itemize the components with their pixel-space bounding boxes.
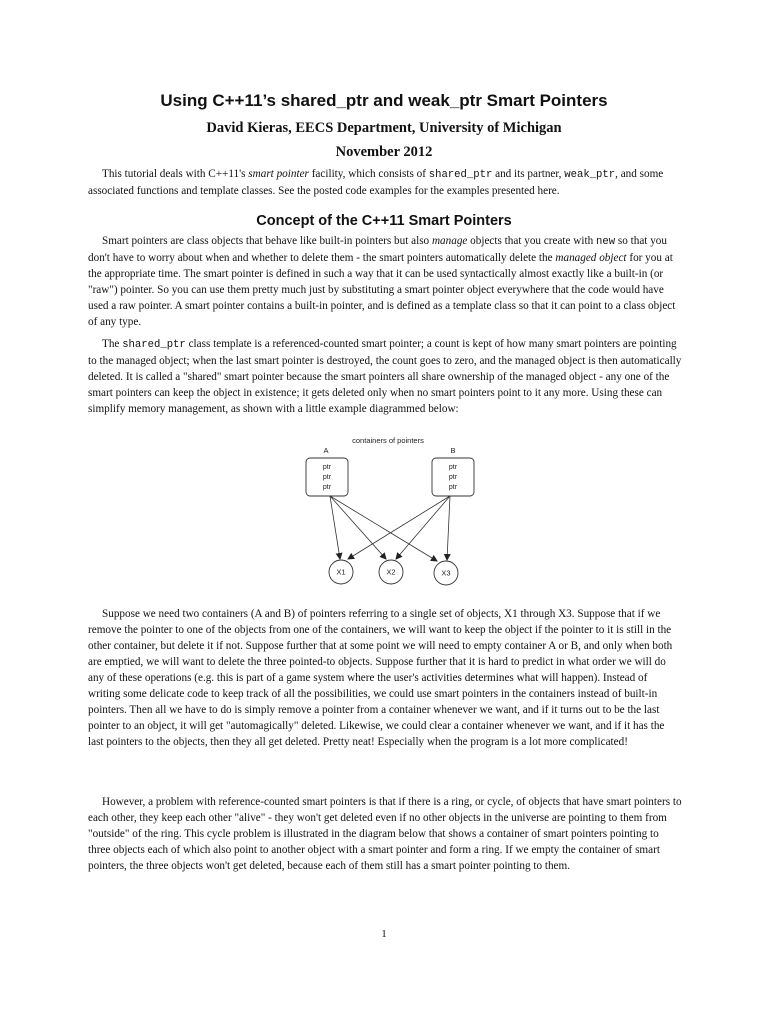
intro-text: and its partner,: [492, 168, 565, 180]
container-b-ptr: ptr: [448, 464, 458, 471]
paragraph-shared-ptr: [88, 336, 682, 417]
paragraph-emphasis: managed object: [555, 252, 627, 264]
intro-text: , and some associated functions and template classes. See the posted code examples for the examples presented here.: [88, 168, 664, 197]
code-weak-ptr: weak_ptr: [564, 169, 616, 181]
object-x1-label: X1: [336, 567, 346, 577]
paragraph-containers-example: [88, 606, 682, 750]
paragraph-text: class template is a referenced-counted smart pointer; a count is kept of how many smart pointers are pointing to the managed object; when the last smart pointer is destroyed, the count goes to zero, and the managed object is then automatically deleted. It is called a "shared" smart pointer because the smart pointers all share ownership of the managed object - any one of the smart pointers can keep the object in existence; it gets deleted only when no smart pointers point to it any more. Using these can simplify memory management, as shown with a little example diagrammed below:: [88, 338, 682, 415]
document-title: Using C++11’s shared_ptr and weak_ptr Smart Pointers: [160, 91, 608, 110]
paragraph-text: The: [102, 338, 123, 350]
paragraph-cycle-problem: [88, 794, 682, 874]
intro-emphasis: smart pointer: [248, 168, 309, 180]
author-line: David Kieras, EECS Department, University of Michigan: [206, 120, 562, 136]
code-shared-ptr: shared_ptr: [122, 339, 186, 351]
paragraph-smart-pointers: [88, 233, 682, 330]
intro-paragraph: [88, 166, 682, 199]
paragraph-text: Smart pointers are class objects that behave like built-in pointers but also: [102, 235, 432, 247]
pointer-arrow: [348, 496, 450, 559]
intro-text: facility, which consists of: [308, 168, 429, 180]
containers-diagram: [300, 433, 490, 593]
paragraph-emphasis: manage: [431, 235, 468, 247]
paragraph-text: so that you don't have to worry about when and whether to delete them - the smart pointers automatically delete the: [88, 235, 667, 264]
container-b-ptr: ptr: [448, 474, 458, 481]
object-x2-label: X2: [386, 567, 396, 577]
paragraph-text: objects that you create with: [467, 235, 596, 247]
paragraph-text: However, a problem with reference-counted smart pointers is that if there is a ring, or cycle, of objects that have smart pointers to each other, they keep each other "alive" - they won't get deleted even if no other objects in the universe are pointing to them from "outside" of the ring. This cycle problem is illustrated in the diagram below that shows a container of smart pointers pointing to three objects each of which also point to another object with a smart pointer and form a ring. If we empty the container of smart pointers, the three objects won't get deleted, because each of them still has a smart pointer pointing to them.: [88, 796, 682, 872]
container-b-label: B: [450, 446, 456, 455]
section-heading: Concept of the C++11 Smart Pointers: [256, 213, 512, 229]
code-shared-ptr: shared_ptr: [428, 169, 493, 181]
date-line: November 2012: [335, 144, 433, 160]
paragraph-text: Suppose we need two containers (A and B) of pointers referring to a single set of objects, X1 through X3. Suppose that if we remove the pointer to one of the objects from one of the containers, we will want to keep the object if the pointer to it is still in the other container, but delete it if not. Suppose further that at some point we will need to empty container A or B, and only when both are emptied, we will want to delete the three pointed-to objects. Suppose further that it is hard to predict in what order we will do any of these operations (e.g. this is part of a game system where the user's activities determines what will happen). Instead of writing some delicate code to keep track of all the possibilities, we could use smart pointers in the containers instead of built-in pointers. Then all we have to do is simply remove a pointer from a container whenever we want, and if it turns out to be the last pointer to an object, it will get "automagically" deleted. Likewise, we could clear a container whenever we want, and if it has the last pointers to the objects, then they all get deleted. Pretty neat! Especially when the program is a lot more complicated!: [88, 608, 673, 748]
container-b-ptr: ptr: [448, 484, 458, 491]
container-a-ptr: ptr: [322, 464, 332, 471]
container-a-ptr: ptr: [322, 484, 332, 491]
pointer-arrow: [396, 496, 450, 559]
intro-text: This tutorial deals with C++11's: [102, 168, 249, 180]
object-x3-label: X3: [441, 568, 451, 578]
pointer-arrow: [330, 496, 437, 561]
paragraph-text: for you at the appropriate time. The smart pointer is defined in such a way that it can be used syntactically almost exactly like a built-in (or "raw") pointer. So you can use them pretty much just by substituting a smart pointer object everywhere that the code would have used a raw pointer. A smart pointer contains a built-in pointer, and is defined as a template class so that it can point to a class object of any type.: [88, 252, 676, 328]
container-a-ptr: ptr: [322, 474, 332, 481]
page-number: 1: [381, 928, 387, 940]
pointer-arrow: [447, 496, 450, 560]
diagram-caption: containers of pointers: [352, 436, 424, 445]
container-a-label: A: [323, 446, 329, 455]
code-new: new: [596, 236, 616, 248]
